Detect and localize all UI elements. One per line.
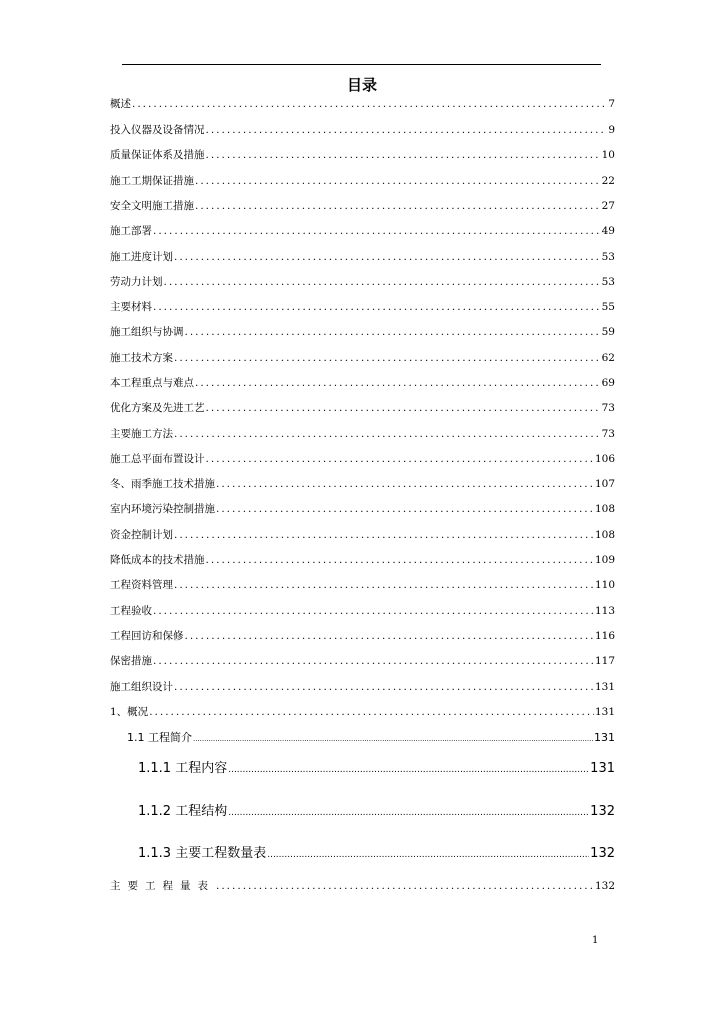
toc-entry[interactable] [110, 400, 615, 415]
toc-entry[interactable] [110, 552, 615, 567]
toc-entry-page: 73 [601, 428, 615, 440]
toc-entry-page: 53 [601, 276, 615, 288]
toc-entry[interactable] [110, 426, 615, 441]
toc-entry-label: 劳动力计划 [110, 276, 163, 288]
dot-leader [174, 681, 594, 693]
dot-leader [174, 579, 594, 591]
dot-leader [206, 149, 601, 161]
toc-entry-label: 施工工期保证措施 [110, 175, 194, 187]
toc-entry[interactable] [110, 679, 615, 694]
toc-entry[interactable] [110, 299, 615, 314]
dot-leader [216, 478, 594, 490]
dot-leader [206, 554, 594, 566]
toc-entry-page: 116 [594, 630, 615, 642]
page-number: 1 [592, 935, 599, 946]
toc-entry-page: 27 [601, 200, 615, 212]
toc-entry[interactable] [110, 147, 615, 162]
dot-leader [193, 735, 593, 743]
dot-leader [185, 326, 601, 338]
toc-entry-label: 工程回访和保修 [110, 630, 184, 642]
dot-leader [149, 706, 594, 718]
toc-entry-page: 49 [601, 225, 615, 237]
toc-entry-page: 55 [601, 301, 615, 313]
toc-entry-page: 113 [594, 605, 615, 617]
toc-entry-page: 132 [594, 880, 615, 892]
toc-entry-page: 131 [590, 761, 615, 776]
toc-entry-label: 工程验收 [110, 605, 152, 617]
toc-entry-page: 110 [594, 579, 615, 591]
toc-entry[interactable] [110, 476, 615, 491]
dot-leader [174, 251, 601, 263]
toc-entry-label: 1.1.3 主要工程数量表 [138, 846, 267, 861]
toc-entry-label: 施工部署 [110, 225, 152, 237]
toc-entry-label: 概述 [110, 98, 131, 110]
toc-entry-page: 7 [608, 98, 615, 110]
toc-entry[interactable] [110, 173, 615, 188]
toc-entry[interactable] [110, 249, 615, 264]
dot-leader [206, 402, 601, 414]
toc-entry[interactable] [110, 603, 615, 618]
toc-entry-level2[interactable] [127, 729, 615, 745]
dot-leader [132, 98, 607, 110]
dot-leader [174, 428, 601, 440]
dot-leader [216, 880, 594, 892]
toc-entry-level3[interactable] [138, 800, 615, 819]
dot-leader [153, 301, 601, 313]
toc-entry-page: 106 [594, 453, 615, 465]
dot-leader [195, 377, 601, 389]
toc-entry-label: 安全文明施工措施 [110, 200, 194, 212]
dot-leader [228, 765, 589, 775]
toc-entry-label: 施工技术方案 [110, 352, 173, 364]
toc-entry-page: 131 [594, 731, 615, 744]
dot-leader [206, 124, 608, 136]
toc-entry-page: 62 [601, 352, 615, 364]
toc-entry[interactable] [110, 704, 615, 719]
toc-entry-page: 131 [594, 681, 615, 693]
toc-entry[interactable] [110, 527, 615, 542]
toc-entry-label: 资金控制计划 [110, 529, 173, 541]
toc-entry-page: 22 [601, 175, 615, 187]
toc-entry-label: 主要工程量表 [110, 880, 215, 892]
toc-entry-label: 优化方案及先进工艺 [110, 402, 205, 414]
toc-entry[interactable] [110, 96, 615, 111]
toc-entry-level3[interactable] [138, 842, 615, 861]
toc-entry[interactable] [110, 451, 615, 466]
dot-leader [174, 352, 601, 364]
toc-entry[interactable] [110, 350, 615, 365]
toc-entry-label: 投入仪器及设备情况 [110, 124, 205, 136]
dot-leader [164, 276, 601, 288]
toc-entry-page: 10 [601, 149, 615, 161]
toc-entry-page: 73 [601, 402, 615, 414]
dot-leader [153, 655, 594, 667]
toc-entry-page: 109 [594, 554, 615, 566]
dot-leader [174, 529, 594, 541]
dot-leader [153, 225, 601, 237]
dot-leader [185, 630, 594, 642]
dot-leader [195, 200, 601, 212]
toc-entry-label: 主要施工方法 [110, 428, 173, 440]
toc-entry[interactable] [110, 122, 615, 137]
toc-entry[interactable] [110, 223, 615, 238]
toc-entry-label: 室内环境污染控制措施 [110, 503, 215, 515]
toc-entry-label: 主要材料 [110, 301, 152, 313]
dot-leader [153, 605, 594, 617]
toc-entry-page: 9 [608, 124, 615, 136]
toc-entry-label: 施工组织与协调 [110, 326, 184, 338]
toc-entry[interactable] [110, 628, 615, 643]
toc-entry[interactable] [110, 653, 615, 668]
toc-entry-label: 1.1.1 工程内容 [138, 761, 228, 776]
toc-entry[interactable] [110, 577, 615, 592]
toc-entry-label: 施工总平面布置设计 [110, 453, 205, 465]
toc-entry-label: 施工进度计划 [110, 251, 173, 263]
dot-leader [267, 850, 589, 860]
toc-entry-page: 108 [594, 503, 615, 515]
toc-entry-label: 降低成本的技术措施 [110, 554, 205, 566]
toc-entry-label: 本工程重点与难点 [110, 377, 194, 389]
toc-entry-level3[interactable] [138, 757, 615, 776]
toc-entry-page: 132 [590, 846, 615, 861]
toc-entry-page: 107 [594, 478, 615, 490]
toc-title: 目录 [346, 76, 377, 94]
dot-leader [195, 175, 601, 187]
toc-entry-page: 132 [590, 804, 615, 819]
dot-leader [216, 503, 594, 515]
toc-entry-label: 工程资料管理 [110, 579, 173, 591]
toc-entry-label: 1.1.2 工程结构 [138, 804, 228, 819]
toc-entry[interactable] [110, 501, 615, 516]
toc-entry-page: 117 [594, 655, 615, 667]
toc-entry-page: 59 [601, 326, 615, 338]
toc-entry-page: 53 [601, 251, 615, 263]
toc-entry-label: 1.1 工程简介 [127, 731, 192, 744]
toc-entry-label: 冬、雨季施工技术措施 [110, 478, 215, 490]
toc-entry-label: 1、概况 [110, 706, 149, 718]
toc-entry-label: 质量保证体系及措施 [110, 149, 205, 161]
toc-entry[interactable] [110, 375, 615, 390]
dot-leader [228, 808, 589, 818]
toc-entry[interactable] [110, 198, 615, 213]
toc-entry[interactable] [110, 274, 615, 289]
toc-entry[interactable] [110, 324, 615, 339]
toc-entry-page: 108 [594, 529, 615, 541]
dot-leader [206, 453, 594, 465]
toc-entry-page: 131 [594, 706, 615, 718]
toc-entry-label: 保密措施 [110, 655, 152, 667]
toc-entry-page: 69 [601, 377, 615, 389]
toc-entry-label: 施工组织设计 [110, 681, 173, 693]
toc-entry[interactable] [110, 878, 615, 893]
